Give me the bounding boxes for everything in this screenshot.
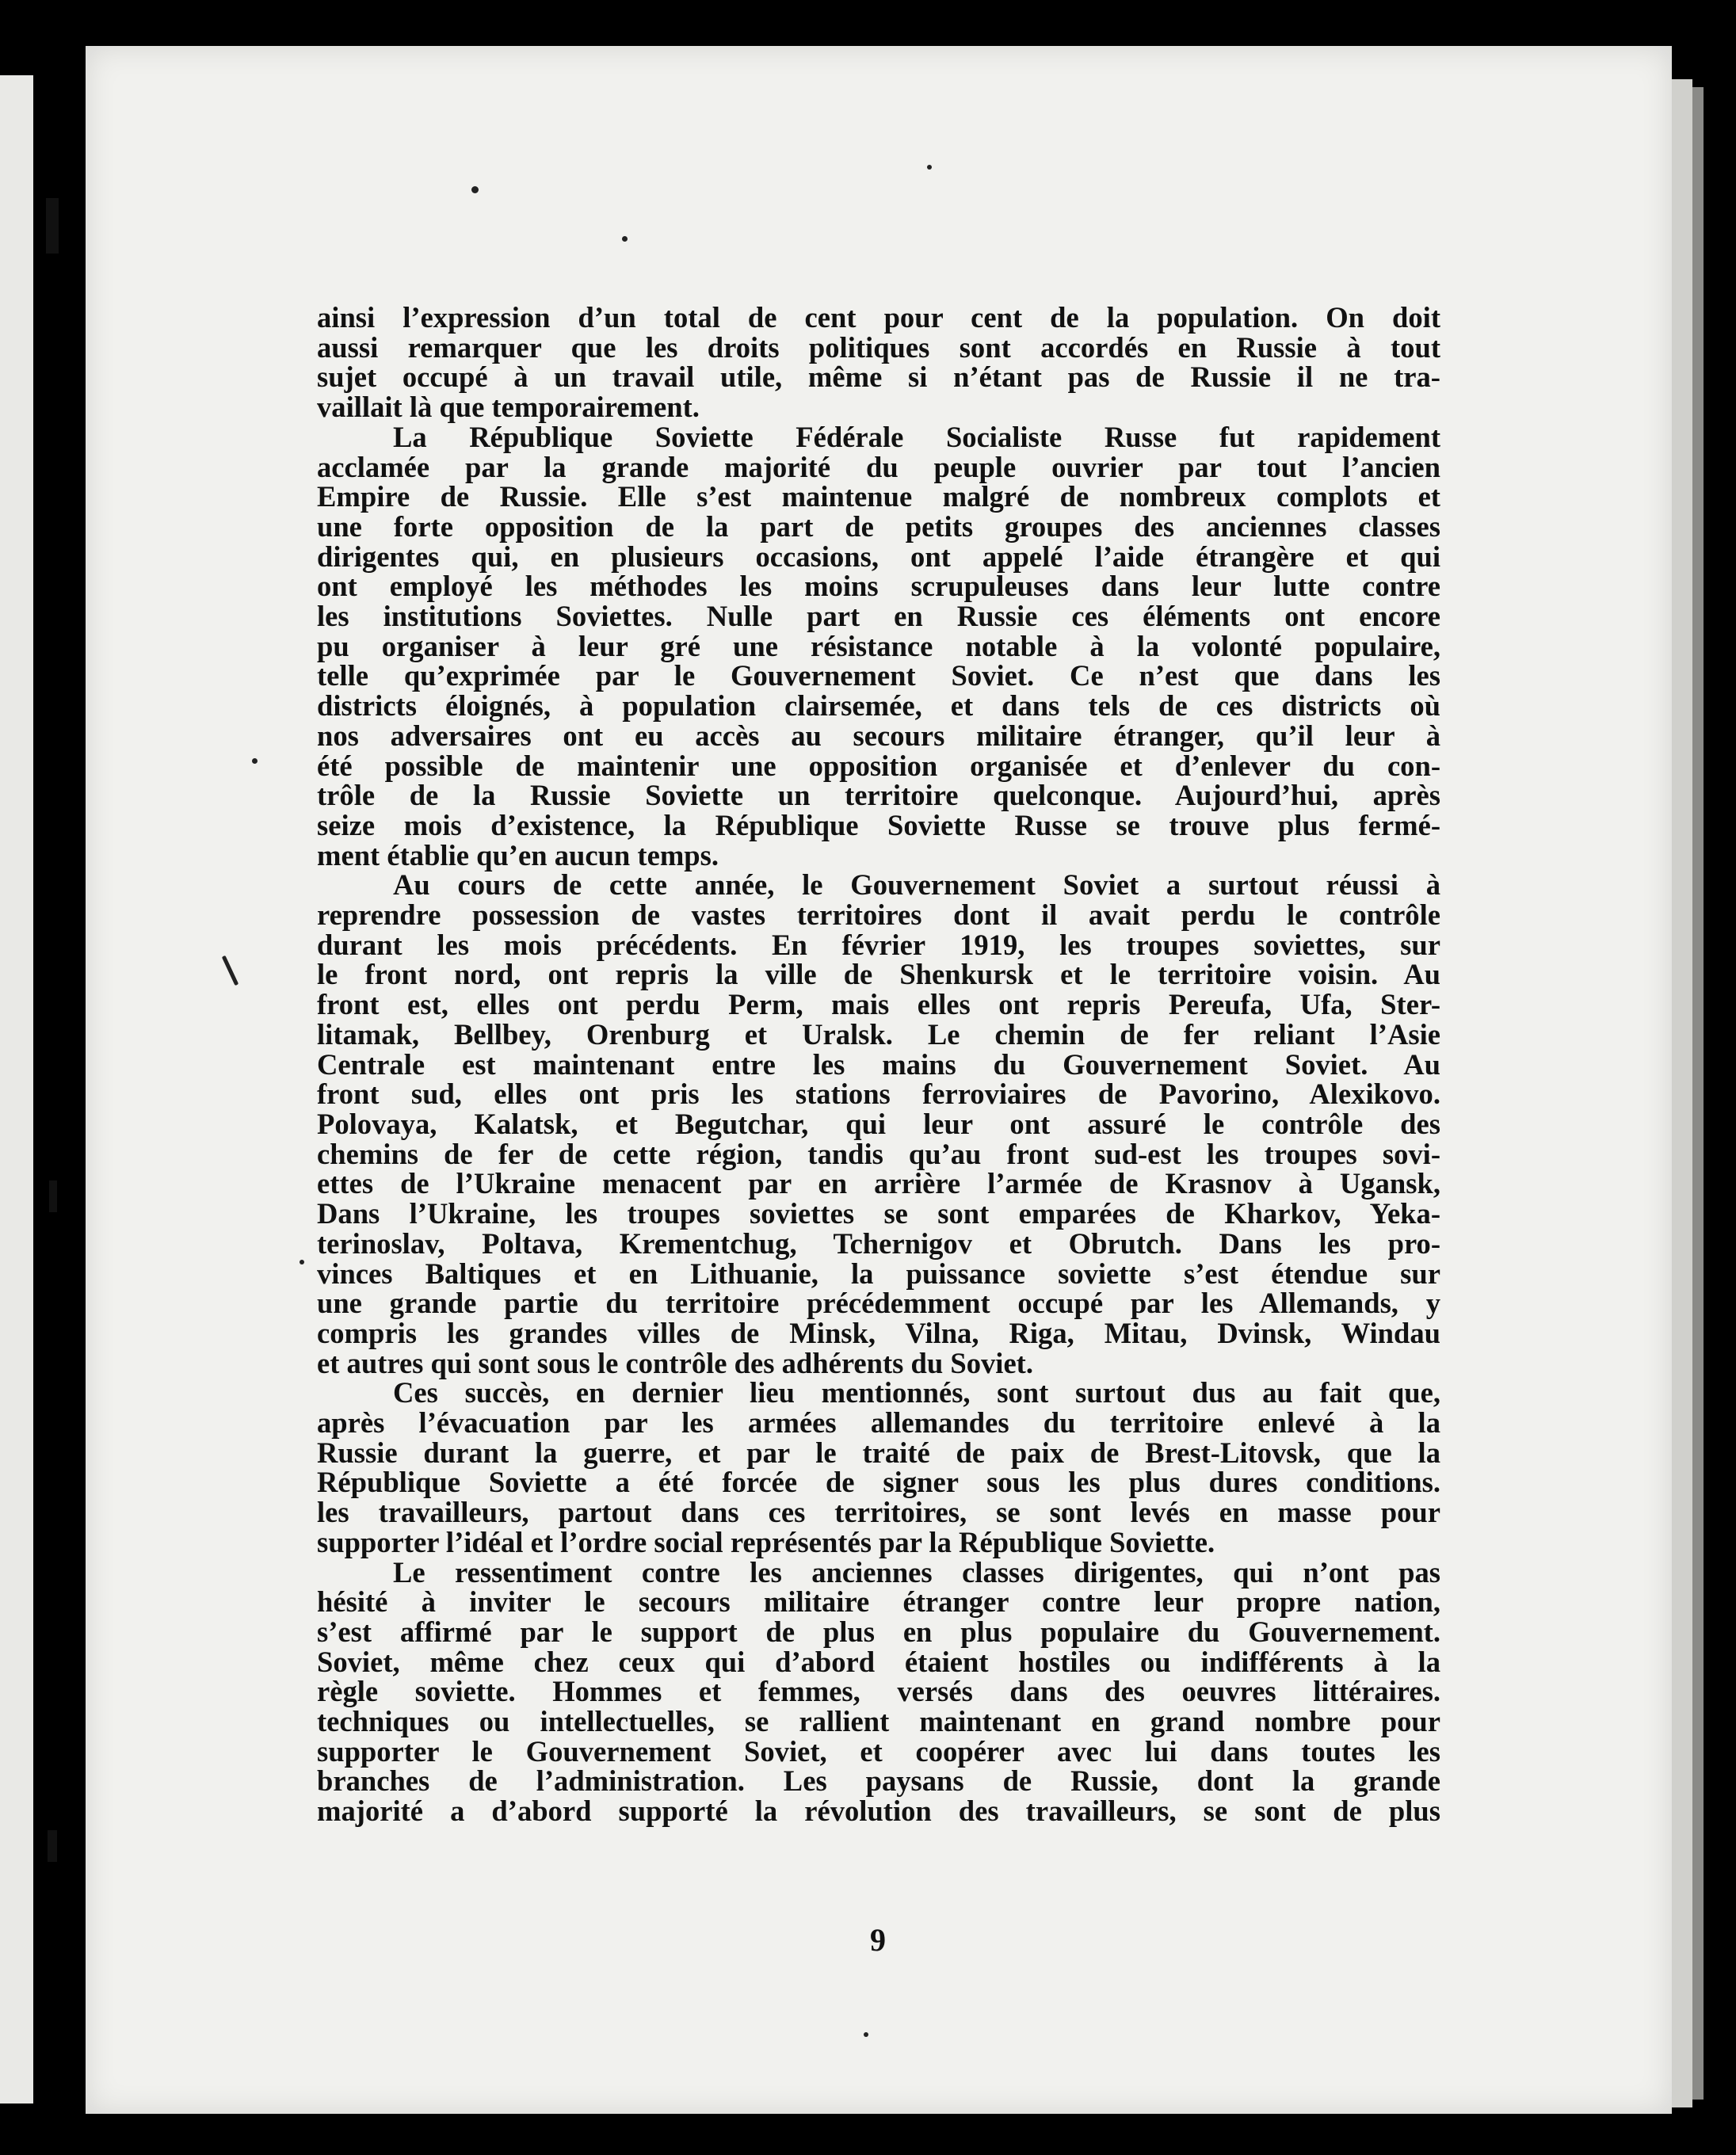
body-text bbox=[317, 303, 1440, 1826]
text-line: La République Soviette Fédérale Socialiste Russe fut rapidement bbox=[393, 420, 1440, 453]
text-line: hésité à inviter le secours militaire étranger contre leur propre nation, bbox=[317, 1585, 1440, 1619]
text-line: aussi remarquer que les droits politiques sont accordés en Russie à tout bbox=[317, 330, 1440, 364]
previous-page-edge bbox=[0, 75, 33, 2104]
text-line: République Soviette a été forcée de signer sous les plus dures conditions. bbox=[317, 1466, 1440, 1499]
scan-speck bbox=[252, 758, 258, 764]
binding-mark bbox=[48, 1830, 57, 1862]
text-line: les travailleurs, partout dans ces territoires, se sont levés en masse pour bbox=[317, 1496, 1440, 1529]
text-line: Empire de Russie. Elle s’est maintenue malgré de nombreux complots et bbox=[317, 480, 1440, 513]
text-line: ont employé les méthodes les moins scrupuleuses dans leur lutte contre bbox=[317, 570, 1440, 603]
text-line: Polovaya, Kalatsk, et Begutchar, qui leur ont assuré le contrôle des bbox=[317, 1107, 1440, 1140]
text-line: Le ressentiment contre les anciennes classes dirigentes, qui n’ont pas bbox=[393, 1555, 1440, 1589]
text-line: dirigentes qui, en plusieurs occasions, ont appelé l’aide étrangère et qui bbox=[317, 540, 1440, 573]
text-line: acclamée par la grande majorité du peuple ouvrier par tout l’ancien bbox=[317, 450, 1440, 483]
scan-speck bbox=[471, 186, 479, 193]
text-line: terinoslav, Poltava, Krementchug, Tchernigov et Obrutch. Dans les pro- bbox=[317, 1226, 1440, 1260]
text-line: Russie durant la guerre, et par le traité de paix de Brest-Litovsk, que la bbox=[317, 1436, 1440, 1469]
text-line: après l’évacuation par les armées allemandes du territoire enlevé à la bbox=[317, 1406, 1440, 1440]
page-right-strip bbox=[1672, 79, 1692, 2107]
scan-speck bbox=[622, 236, 628, 242]
text-line: Soviet, même chez ceux qui d’abord étaient hostiles ou indifférents à la bbox=[317, 1645, 1440, 1678]
text-line: supporter le Gouvernement Soviet, et coopérer avec lui dans toutes les bbox=[317, 1734, 1440, 1768]
scan-speck bbox=[864, 2032, 868, 2037]
text-line: une forte opposition de la part de petits groupes des anciennes classes bbox=[317, 509, 1440, 543]
binding-mark bbox=[49, 1180, 57, 1212]
text-line: vinces Baltiques et en Lithuanie, la puissance soviette s’est étendue sur bbox=[317, 1257, 1440, 1290]
text-line: front sud, elles ont pris les stations ferroviaires de Pavorino, Alexikovo. bbox=[317, 1078, 1440, 1111]
text-line: s’est affirmé par le support de plus en plus populaire du Gouvernement. bbox=[317, 1615, 1440, 1648]
text-line: techniques ou intellectuelles, se rallient maintenant en grand nombre pour bbox=[317, 1705, 1440, 1738]
page-number: 9 bbox=[870, 1922, 886, 1958]
text-line: chemins de fer de cette région, tandis qu’au front sud-est les troupes sovi- bbox=[317, 1137, 1440, 1170]
text-line: ment établie qu’en aucun temps. bbox=[317, 838, 719, 872]
text-line: supporter l’idéal et l’ordre social représentés par la République Soviette. bbox=[317, 1525, 1215, 1558]
text-line: seize mois d’existence, la République Soviette Russe se trouve plus fermé- bbox=[317, 808, 1440, 841]
text-line: front est, elles ont perdu Perm, mais elles ont repris Pereufa, Ufa, Ster- bbox=[317, 988, 1440, 1021]
text-line: les institutions Soviettes. Nulle part en Russie ces éléments ont encore bbox=[317, 600, 1440, 633]
text-line: trôle de la Russie Soviette un territoire quelconque. Aujourd’hui, après bbox=[317, 779, 1440, 812]
text-line: nos adversaires ont eu accès au secours militaire étranger, qu’il leur à bbox=[317, 719, 1440, 752]
text-line: été possible de maintenir une opposition organisée et d’enlever du con- bbox=[317, 749, 1440, 782]
text-line: Centrale est maintenant entre les mains du Gouvernement Soviet. Au bbox=[317, 1047, 1440, 1081]
text-line: et autres qui sont sous le contrôle des adhérents du Soviet. bbox=[317, 1346, 1034, 1379]
text-line: sujet occupé à un travail utile, même si n’étant pas de Russie il ne tra- bbox=[317, 360, 1440, 394]
text-line: reprendre possession de vastes territoires dont il avait perdu le contrôle bbox=[317, 898, 1440, 932]
text-line: pu organiser à leur gré une résistance notable à la volonté populaire, bbox=[317, 629, 1440, 662]
text-line: branches de l’administration. Les paysans de Russie, dont la grande bbox=[317, 1764, 1440, 1798]
page-right-edge bbox=[1692, 87, 1704, 2100]
text-line: litamak, Bellbey, Orenburg et Uralsk. Le chemin de fer reliant l’Asie bbox=[317, 1017, 1440, 1051]
scan-speck bbox=[927, 165, 932, 170]
binding-mark bbox=[46, 198, 59, 254]
text-line: districts éloignés, à population clairsemée, et dans tels de ces districts où bbox=[317, 689, 1440, 723]
text-line: durant les mois précédents. En février 1919, les troupes soviettes, sur bbox=[317, 928, 1440, 961]
scan-speck bbox=[300, 1260, 304, 1264]
text-line: ainsi l’expression d’un total de cent pour cent de la population. On doit bbox=[317, 301, 1440, 334]
text-line: une grande partie du territoire précédemment occupé par les Allemands, y bbox=[317, 1287, 1440, 1320]
text-line: le front nord, ont repris la ville de Shenkursk et le territoire voisin. Au bbox=[317, 958, 1440, 991]
text-line: Au cours de cette année, le Gouvernement Soviet a surtout réussi à bbox=[393, 868, 1440, 902]
text-line: compris les grandes villes de Minsk, Vilna, Riga, Mitau, Dvinsk, Windau bbox=[317, 1316, 1440, 1349]
text-line: Ces succès, en dernier lieu mentionnés, sont surtout dus au fait que, bbox=[393, 1376, 1440, 1409]
text-line: règle soviette. Hommes et femmes, versés dans des oeuvres littéraires. bbox=[317, 1675, 1440, 1708]
text-line: telle qu’exprimée par le Gouvernement Soviet. Ce n’est que dans les bbox=[317, 659, 1440, 692]
text-line: ettes de l’Ukraine menacent par en arrière l’armée de Krasnov à Ugansk, bbox=[317, 1167, 1440, 1200]
text-line: vaillait là que temporairement. bbox=[317, 391, 700, 424]
text-line: majorité a d’abord supporté la révolution des travailleurs, se sont de plus bbox=[317, 1795, 1440, 1828]
text-line: Dans l’Ukraine, les troupes soviettes se sont emparées de Kharkov, Yeka- bbox=[317, 1197, 1440, 1230]
